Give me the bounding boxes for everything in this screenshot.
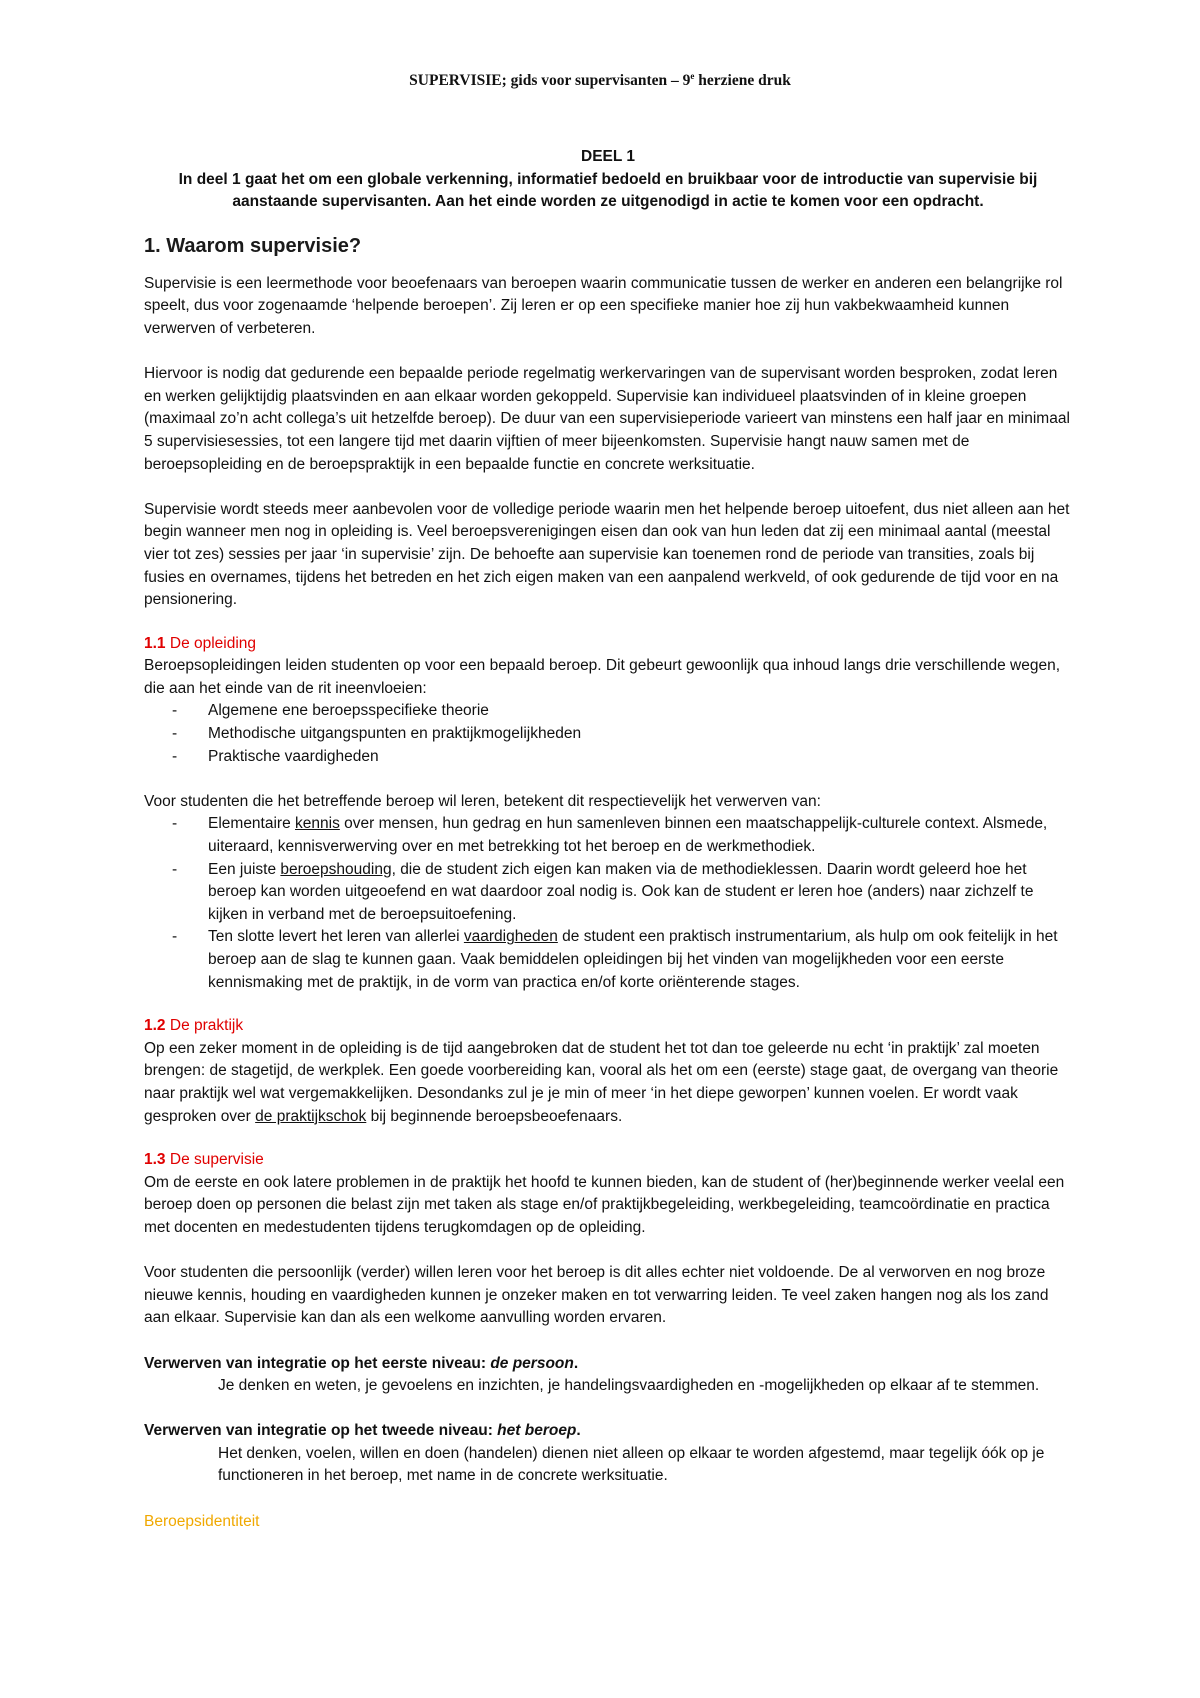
section-1-2-text — [144, 1038, 1072, 1128]
list-item — [144, 926, 1072, 994]
level-emphasis: het beroep — [497, 1422, 577, 1440]
section-1-3-text-2: Voor studenten die persoonlijk (verder) willen leren voor het beroep is dit alles echter niet voldoende. De al verworven en nog broze nieuwe kennis, houding en vaardigheden kunnen je onzeker maken en tot verwarring leiden. Te veel zaken hangen nog als los zand aan elkaar. Supervisie kan dan als een welkome aanvulling worden ervaren. — [144, 1264, 1049, 1327]
level-1-heading — [144, 1353, 1072, 1376]
list-item: - Algemene ene beroepsspecifieke theorie — [144, 700, 1072, 723]
section-1-3-title — [144, 1149, 1072, 1172]
header-title-prefix: SUPERVISIE; gids voor supervisanten – 9 — [409, 72, 691, 89]
list-item-text: Een juiste — [208, 860, 281, 878]
level-1-text: Je denken en weten, je gevoelens en inzichten, je handelingsvaardigheden en -mogelijkheden op elkaar af te stemmen. — [218, 1377, 1040, 1395]
section-1-1-title — [144, 633, 1072, 656]
paragraph-text: Op een zeker moment in de opleiding is de tijd aangebroken dat de student het tot dan toe geleerde nu echt ‘in praktijk’ zal moeten brengen: de stagetijd, de werkplek. Een goede voorbereiding kan, vooral als het om een (eerste) stage gaat, de overgang van theorie naar praktijk wel wat vergemakkelijken. Desondanks zul je je min of meer ‘in het diepe geworpen’ kunnen voelen. Er wordt vaak gesproken over — [144, 1039, 1059, 1125]
intro-block — [144, 146, 1072, 214]
section-1-1-text-2: Voor studenten die het betreffende beroep wil leren, betekent dit respectievelijk het verwerven van: — [144, 792, 821, 810]
section-1-1-label: De opleiding — [165, 634, 257, 652]
underlined-term: beroepshouding — [280, 860, 392, 878]
level-end: . — [573, 1354, 579, 1372]
list-item: - Praktische vaardigheden — [144, 746, 1072, 769]
list-item: - Methodische uitgangspunten en praktijkmogelijkheden — [144, 723, 1072, 746]
section-1-3-text: Om de eerste en ook latere problemen in de praktijk het hoofd te kunnen bieden, kan de student of (her)beginnende werker veelal een beroep doen op personen die belast zijn met taken als stage en/of praktijkbegeleiding, werkbegeleiding, teamcoördinatie en practica met docenten en medestudenten tijdens terugkomdagen op de opleiding. — [144, 1173, 1065, 1236]
study-paths-list — [144, 700, 1072, 768]
document-body — [144, 146, 1072, 1533]
level-end: . — [576, 1422, 581, 1440]
section-1-3-number: 1.3 — [144, 1151, 166, 1169]
section-1-1-text: Beroepsopleidingen leiden studenten op voor een bepaald beroep. Dit gebeurt gewoonlijk qua inhoud langs drie verschillende wegen, die aan het einde van de rit ineenvloeien: — [144, 657, 1061, 697]
list-item-text: Ten slotte levert het leren van allerlei — [208, 928, 464, 946]
section-1-1-number: 1.1 — [144, 634, 166, 652]
acquisition-list — [144, 813, 1072, 994]
level-label: Verwerven van integratie op het eerste niveau: — [144, 1354, 491, 1372]
level-2-text: Het denken, voelen, willen en doen (handelen) dienen niet alleen op elkaar te worden afgestemd, maar tegelijk óók op je functioneren in het beroep, met name in de concrete werksituatie. — [218, 1444, 1045, 1485]
list-item-text: Elementaire — [208, 815, 296, 833]
list-item-text: de student een praktisch instrumentarium, als hulp om ook feitelijk in het beroep aan de slag te kunnen gaan. Vaak bemiddelen opleidingen bij het vinden van mogelijkheden voor een eerste kennismaking met de praktijk, in de vorm van practica en/of korte oriënterende stages. — [208, 928, 1058, 991]
level-label: Verwerven van integratie op het tweede niveau: — [144, 1422, 498, 1440]
underlined-term: vaardigheden — [463, 928, 558, 946]
header-title-suffix: herziene druk — [694, 72, 791, 89]
underlined-term: de praktijkschok — [255, 1107, 367, 1125]
beroepsidentiteit-heading: Beroepsidentiteit — [144, 1512, 260, 1530]
section-1-paragraph-2: Hiervoor is nodig dat gedurende een bepaalde periode regelmatig werkervaringen van de supervisant worden besproken, zodat leren en werken gelijktijdig plaatsvinden en aan elkaar worden gekoppeld. Supervisie kan individueel plaatsvinden of in kleine groepen (maximaal zo’n acht collega’s uit hetzelfde beroep). De duur van een supervisieperiode varieert van minstens een half jaar en minimaal 5 supervisiesessies, tot een langere tijd met daarin vijftien of meer bijeenkomsten. Supervisie hangt nauw samen met de beroepsopleiding en de beroepspraktijk in een bepaalde functie en concrete werksituatie. — [144, 365, 1070, 473]
level-2-heading — [144, 1420, 1072, 1443]
section-1-heading: 1. Waarom supervisie? — [144, 234, 362, 257]
section-1-paragraph-1: Supervisie is een leermethode voor beoefenaars van beroepen waarin communicatie tussen de werker en anderen een belangrijke rol speelt, dus voor zogenaamde ‘helpende beroepen’. Zij leren er op een specifieke manier hoe zij hun vakbekwaamheid kunnen verwerven of verbeteren. — [144, 274, 1063, 337]
section-1-3-label: De supervisie — [165, 1151, 264, 1169]
deel-intro-text: In deel 1 gaat het om een globale verkenning, informatief bedoeld en bruikbaar voor de introductie van supervisie bij aanstaande supervisanten. Aan het einde worden ze uitgenodigd in actie te komen voor een opdracht. — [178, 170, 1038, 211]
deel-heading: DEEL 1 — [581, 148, 635, 165]
section-1-2-title — [144, 1015, 1072, 1038]
list-item — [144, 813, 1072, 858]
section-1-paragraph-3: Supervisie wordt steeds meer aanbevolen voor de volledige periode waarin men het helpende beroep uitoefent, dus niet alleen aan het begin wanneer men nog in opleiding is. Veel beroepsverenigingen eisen dan ook van hun leden dat zij een minimaal aantal (meestal vier tot zes) sessies per jaar ‘in supervisie’ zijn. De behoefte aan supervisie kan toenemen rond de periode van transities, zoals bij fusies en overnames, tijdens het betreden en het zich eigen maken van een aanpalend werkveld, of ook gedurende de tijd voor en na pensionering. — [144, 500, 1070, 609]
section-1-2-number: 1.2 — [144, 1017, 166, 1035]
list-item-text: , die de student zich eigen kan maken via de methodieklessen. Daarin wordt geleerd hoe het beroep kan worden uitgeoefend en wat daardoor zoal nodig is. Ook kan de student er leren hoe (anders) naar zichzelf te kijken in verband met de beroepsuitoefening. — [208, 860, 1034, 923]
list-item — [144, 859, 1072, 927]
section-1-2-label: De praktijk — [165, 1017, 244, 1035]
underlined-term: kennis — [295, 815, 340, 833]
running-header — [0, 72, 1200, 90]
list-item-text: over mensen, hun gedrag en hun samenleven binnen een maatschappelijk-culturele context. Alsmede, uiteraard, kennisverwerving over en met betrekking tot het beroep en de werkmethodiek. — [208, 815, 1048, 856]
level-emphasis: de persoon — [490, 1354, 574, 1372]
header-title-sup: e — [690, 70, 695, 81]
paragraph-text: bij beginnende beroepsbeoefenaars. — [366, 1107, 623, 1125]
